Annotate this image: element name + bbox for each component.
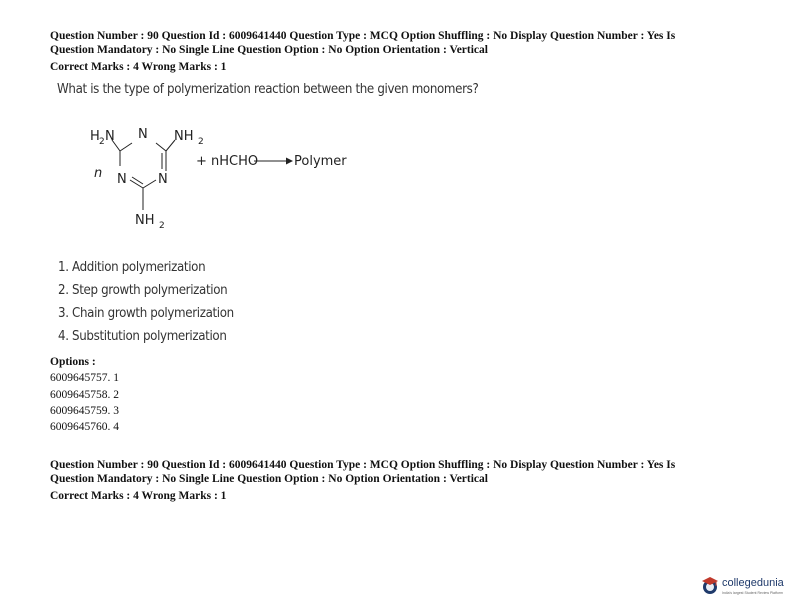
h2n-sub: 2 (99, 137, 105, 147)
h2n-n: N (105, 129, 115, 144)
options-heading: Options : (50, 356, 96, 368)
choice-1: 1. Addition polymerization (58, 259, 206, 275)
choice-3: 3. Chain growth polymerization (58, 305, 234, 321)
option-1: 6009645757. 1 (50, 372, 119, 385)
n-coefficient: n (94, 166, 103, 181)
meta-line-2: Question Mandatory : No Single Line Question Option : No Option Orientation : Vertical (50, 44, 488, 56)
ring-nitrogen-right: N (158, 172, 168, 187)
collegedunia-logo (700, 572, 792, 602)
ring-nitrogen-top: N (138, 127, 148, 142)
choice-2: 2. Step growth polymerization (58, 282, 228, 298)
meta-line-1b: Question Number : 90 Question Id : 6009641440 Question Type : MCQ Option Shuffling : No Display Question Number : Yes Is (50, 459, 676, 471)
meta-line-3: Correct Marks : 4 Wrong Marks : 1 (50, 61, 227, 73)
graduate-cap-icon (700, 574, 720, 598)
logo-name: collegedunia (722, 577, 784, 589)
question-text: What is the type of polymerization reaction between the given monomers? (57, 81, 479, 97)
option-3: 6009645759. 3 (50, 404, 119, 417)
reagent-label: + nHCHO (196, 154, 259, 169)
question-meta-bottom (50, 458, 750, 503)
ring-nitrogen-left: N (117, 172, 127, 187)
option-4: 6009645760. 4 (50, 421, 119, 434)
question-meta-top (50, 29, 750, 74)
meta-line-1: Question Number : 90 Question Id : 6009641440 Question Type : MCQ Option Shuffling : No Display Question Number : Yes Is (50, 30, 676, 42)
options-list (50, 354, 119, 435)
logo-tagline: India's largest Student Review Platform (722, 591, 783, 595)
answer-choices (58, 256, 258, 348)
melamine-reaction-diagram (80, 118, 360, 233)
h2n-h: H (90, 129, 100, 144)
product-label: Polymer (294, 154, 347, 169)
nh2-bottom: NH (135, 213, 155, 228)
nh2-right: NH (174, 129, 194, 144)
meta-line-3b: Correct Marks : 4 Wrong Marks : 1 (50, 490, 227, 502)
option-2: 6009645758. 2 (50, 388, 119, 401)
reaction-arrow-head (286, 158, 293, 165)
nh2-right-sub: 2 (198, 137, 204, 147)
meta-line-2b: Question Mandatory : No Single Line Question Option : No Option Orientation : Vertical (50, 473, 488, 485)
choice-4: 4. Substitution polymerization (58, 328, 227, 344)
nh2-bottom-sub: 2 (159, 221, 165, 231)
